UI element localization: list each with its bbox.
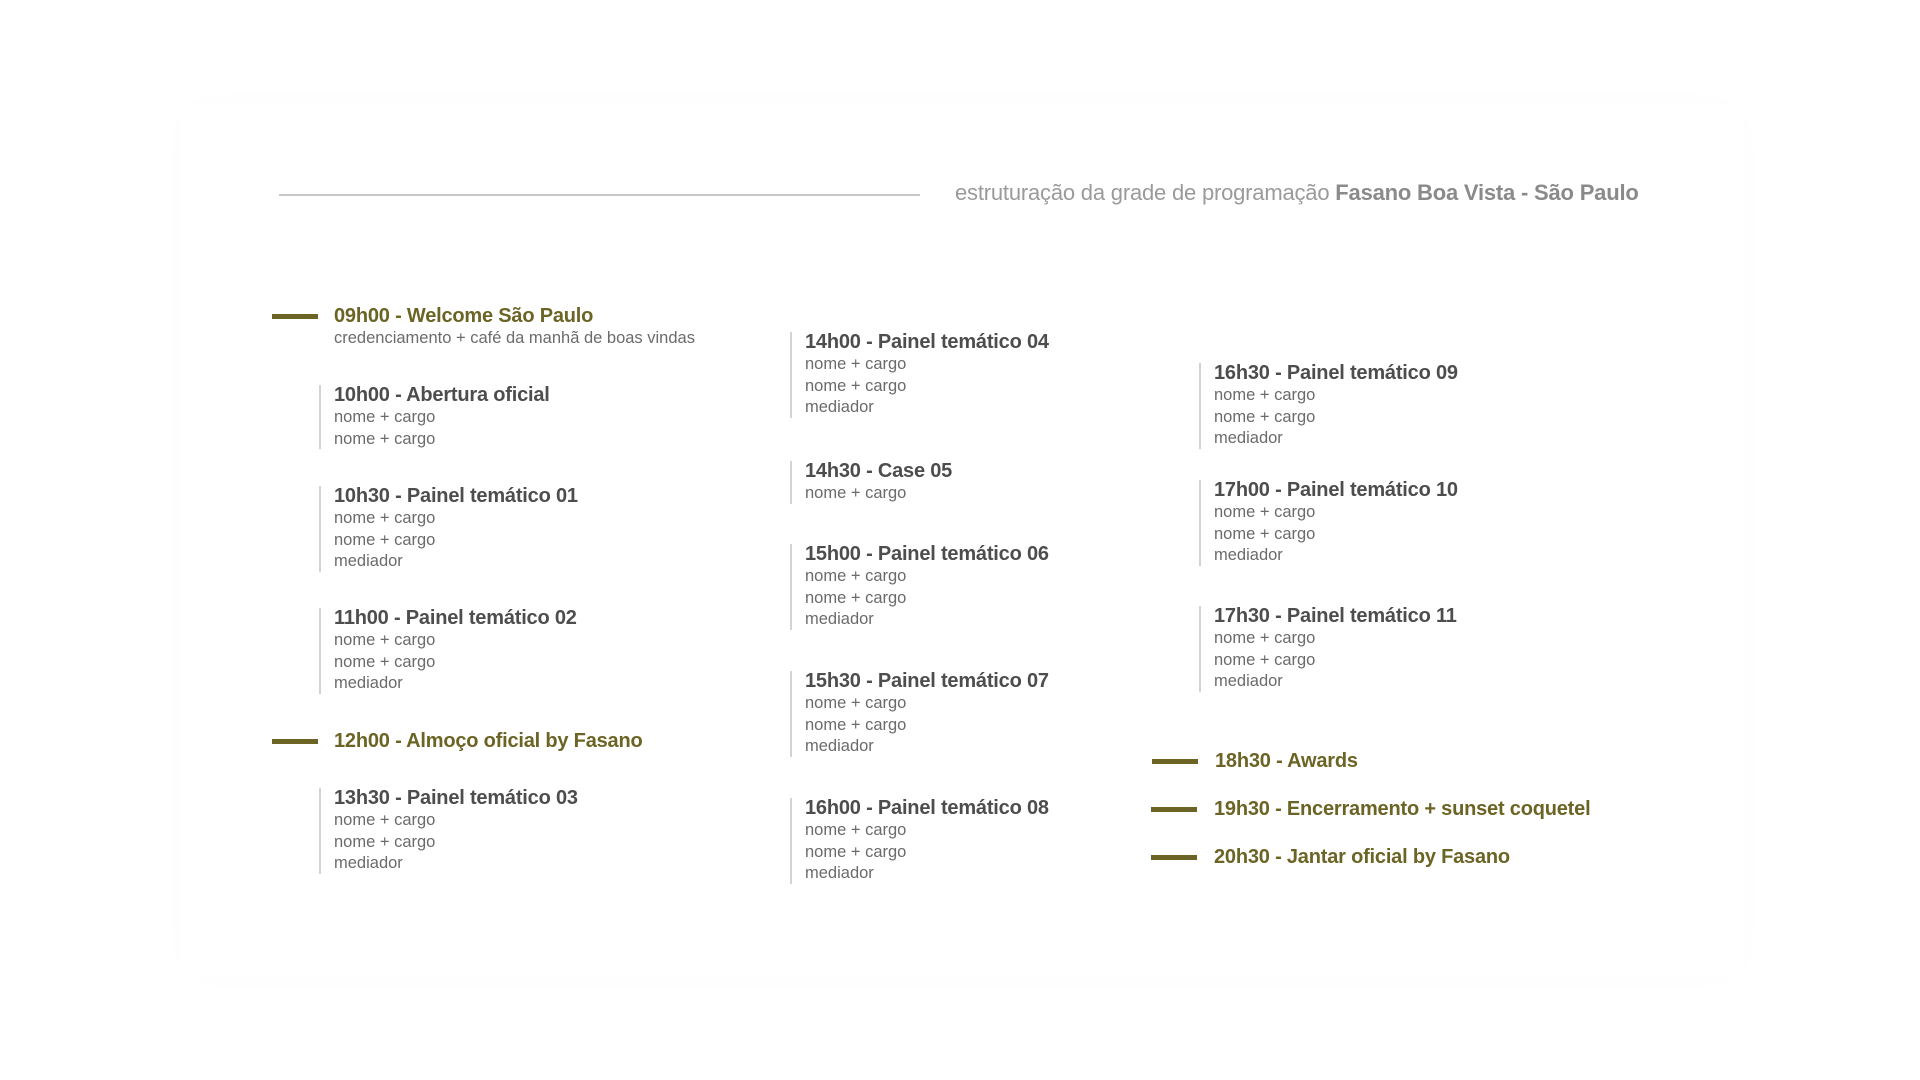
- item-line: nome + cargo: [334, 509, 436, 527]
- item-line: mediador: [334, 674, 403, 692]
- item-title: 13h30 - Painel temático 03: [334, 787, 578, 809]
- item-line: nome + cargo: [1214, 386, 1316, 404]
- item-title: 15h30 - Painel temático 07: [805, 670, 1049, 692]
- item-line: nome + cargo: [805, 821, 907, 839]
- header-rule: [279, 194, 920, 196]
- item-line: nome + cargo: [805, 484, 907, 502]
- schedule-item-painel-03: [334, 786, 578, 875]
- item-title: 12h00 - Almoço oficial by Fasano: [334, 730, 643, 752]
- item-title: 10h00 - Abertura oficial: [334, 384, 550, 406]
- session-rule: [319, 486, 321, 572]
- item-line: mediador: [805, 398, 874, 416]
- schedule-item-welcome: [334, 304, 695, 350]
- item-line: mediador: [334, 552, 403, 570]
- item-title: 10h30 - Painel temático 01: [334, 485, 578, 507]
- schedule-item-painel-10: [1214, 478, 1458, 567]
- item-title: 18h30 - Awards: [1215, 750, 1358, 772]
- item-title: 19h30 - Encerramento + sunset coquetel: [1214, 798, 1591, 820]
- item-line: mediador: [805, 610, 874, 628]
- item-title: 16h00 - Painel temático 08: [805, 797, 1049, 819]
- item-line: nome + cargo: [334, 408, 436, 426]
- item-title: 16h30 - Painel temático 09: [1214, 362, 1458, 384]
- item-line: nome + cargo: [334, 811, 436, 829]
- item-line: mediador: [805, 864, 874, 882]
- item-line: nome + cargo: [334, 652, 436, 671]
- item-line: nome + cargo: [805, 355, 907, 373]
- item-line: nome + cargo: [334, 631, 436, 649]
- item-line: nome + cargo: [805, 842, 907, 861]
- item-line: mediador: [1214, 429, 1283, 447]
- item-line: nome + cargo: [805, 567, 907, 585]
- item-title: 14h30 - Case 05: [805, 460, 953, 482]
- page-title-venue: Fasano Boa Vista - São Paulo: [1335, 180, 1639, 205]
- item-line: nome + cargo: [1214, 503, 1316, 521]
- schedule-item-case-05: [805, 459, 952, 505]
- item-line: nome + cargo: [1214, 629, 1316, 647]
- highlight-dash: [1151, 807, 1197, 812]
- highlight-dash: [1152, 759, 1198, 764]
- item-line: nome + cargo: [1214, 650, 1316, 669]
- session-rule: [790, 332, 792, 418]
- item-line: nome + cargo: [805, 715, 907, 734]
- item-line: credenciamento + café da manhã de boas vindas: [334, 329, 695, 347]
- item-title: 17h00 - Painel temático 10: [1214, 479, 1458, 501]
- item-line: nome + cargo: [334, 530, 436, 549]
- item-line: nome + cargo: [1214, 524, 1316, 543]
- schedule-item-almoco: [334, 729, 643, 753]
- session-rule: [790, 461, 792, 504]
- session-rule: [1199, 480, 1201, 566]
- session-rule: [790, 671, 792, 757]
- schedule-item-painel-07: [805, 669, 1049, 758]
- item-line: nome + cargo: [805, 588, 907, 607]
- item-line: nome + cargo: [334, 832, 436, 851]
- session-rule: [1199, 606, 1201, 692]
- page-title: [955, 180, 1639, 206]
- highlight-dash: [1151, 855, 1197, 860]
- schedule-item-painel-11: [1214, 604, 1457, 693]
- session-rule: [319, 608, 321, 694]
- highlight-dash: [272, 739, 318, 744]
- schedule-item-painel-01: [334, 484, 578, 573]
- schedule-item-painel-08: [805, 796, 1049, 885]
- schedule-item-painel-04: [805, 330, 1049, 419]
- item-title: 17h30 - Painel temático 11: [1214, 605, 1457, 627]
- schedule-item-jantar: [1214, 845, 1510, 869]
- session-rule: [1199, 363, 1201, 449]
- highlight-dash: [272, 314, 318, 319]
- item-title: 15h00 - Painel temático 06: [805, 543, 1049, 565]
- session-rule: [319, 385, 321, 449]
- schedule-item-encerramento: [1214, 797, 1590, 821]
- item-line: mediador: [1214, 672, 1283, 690]
- item-title: 11h00 - Painel temático 02: [334, 607, 577, 629]
- schedule-item-painel-02: [334, 606, 577, 695]
- item-title: 20h30 - Jantar oficial by Fasano: [1214, 846, 1510, 868]
- item-line: nome + cargo: [805, 694, 907, 712]
- item-title: 09h00 - Welcome São Paulo: [334, 305, 594, 327]
- page-title-prefix: estruturação da grade de programação: [955, 180, 1336, 205]
- item-line: nome + cargo: [1214, 407, 1316, 426]
- schedule-item-painel-06: [805, 542, 1049, 631]
- item-line: nome + cargo: [334, 429, 436, 448]
- session-rule: [319, 788, 321, 874]
- item-line: mediador: [1214, 546, 1283, 564]
- schedule-item-abertura: [334, 383, 550, 450]
- session-rule: [790, 798, 792, 884]
- item-line: nome + cargo: [805, 376, 907, 395]
- item-line: mediador: [334, 854, 403, 872]
- item-line: mediador: [805, 737, 874, 755]
- session-rule: [790, 544, 792, 630]
- schedule-item-awards: [1215, 749, 1358, 773]
- item-title: 14h00 - Painel temático 04: [805, 331, 1049, 353]
- schedule-item-painel-09: [1214, 361, 1458, 450]
